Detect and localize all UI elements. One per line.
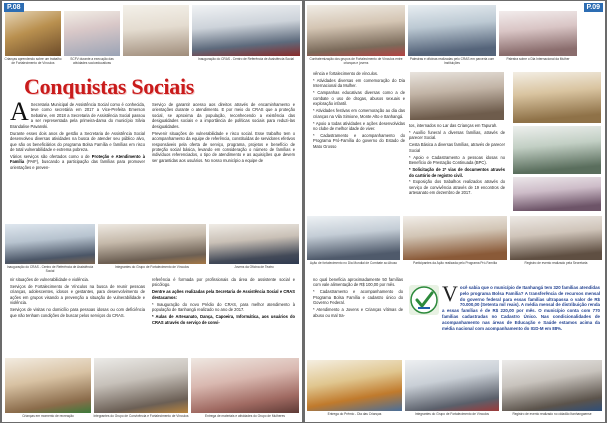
sidebar-body: ocê sabia que o município de Itanhangá tem 320 famílias atendidas pelo programa Bolsa Família? A transferência de recursos mensal do governo federal para essas famílias ultrapassa o valor de R$ 70.000,00 (Setenta mil reais). A média mensal de distribuição renda a essas famílias é de R$ 220,00 por mês. O município conta com 770 famílias cadastradas no Cadastro Único. Nas condicionalidades de acompanhamento nas áreas de Educação e Saúde estamos acima da média nacional com acompanhamento do IGD-M em 88%. xyxy=(442,285,600,331)
r-col3-item-2: * Atendimento a Jovens e Crianças vítimas de abuso ou mal tra- xyxy=(313,307,403,318)
left-column-3 xyxy=(10,277,145,359)
article-title: Conquistas Sociais xyxy=(24,74,195,99)
photo-group-standing xyxy=(191,4,301,57)
caption-l7: Crianças em momento de recreação xyxy=(22,414,74,418)
bolsa-familia-sidebar xyxy=(409,285,603,357)
paif-highlight: Proteção e Atendimento à Família xyxy=(10,153,145,165)
photo-lecture xyxy=(407,4,497,57)
photo-prize-children xyxy=(306,359,403,412)
caption-l3: Inauguração do CRAS - Centro de Referência de Assistência Social xyxy=(198,57,294,61)
magazine-spread xyxy=(2,1,605,422)
caption-r2: Palestras e oficinas realizadas pelo CRAS em parceria com Instituições xyxy=(409,57,495,65)
caption-r9: Registro de evento realizado no cidadão Itanhangaense xyxy=(512,412,592,416)
photo-pro-familia xyxy=(402,215,508,261)
right-column-3 xyxy=(313,277,403,357)
photo-right-low-side xyxy=(512,176,602,212)
photo-right-mid-side xyxy=(512,125,602,175)
sidebar-text xyxy=(442,285,600,357)
caption-l2: SCFV durante a execução das atividades socioeducativas xyxy=(70,57,114,65)
col2-paragraph-2: Prevenir situações de vulnerabilidade e risco social. Esse trabalho tem o acompanhamento da equipe de referência, constituídas de servidores efetivos responsáveis pela oferta de serviço, programa, projetos e benefício de proteção social básica, levando em consideração o número de famílias e indivíduos referenciados, o tipo de atendimento e as aquisições que devem ser garantidas aos usuários. No nosso município a equipe de xyxy=(152,130,295,163)
left-column-2 xyxy=(152,102,295,225)
caption-l9: Entrega de materiais e atividades do Grupo de Mulheres xyxy=(205,414,285,418)
r-col1-item-0: vência e fortalecimento de vínculos. xyxy=(313,71,379,76)
col2-paragraph-1: Serviço de garantir acesso aos direitos através de encaminhamento e orientações durante o atendimento. E por meio do CRAS que a proteção social, se aproxima da população, reconhecendo a existência das desigualdades sociais e a importância de políticas sociais para reduzi-las desigualdades. xyxy=(152,102,295,129)
photo-center-elders xyxy=(409,71,505,121)
page-number-left: P.08 xyxy=(4,3,24,12)
r-col1-item-2: * Campanhas educativas diversas como a de combate o uso de drogas, abusos sexuais e exploração infantil. xyxy=(313,90,405,107)
col1-paragraph-3: Vários serviços são ofertados como o de Proteção e Atendimento à Família (PAIF), buscando a participação das famílias para promover orientações e preven- xyxy=(10,153,145,170)
r-col2-item-5: * Exposição dos trabalhos realizados através do serviço de convivência através de 19 encontros de artesanato em dezembro de 2017. xyxy=(409,179,505,196)
checkmark-logo-icon xyxy=(409,285,439,315)
right-column-2 xyxy=(409,123,505,211)
intro-text: Secretaria Municipal de Assistência Social como é conhecida, teve como secretária em 2017 a Vice-Prefeita Emerson Sebatine, em 2018 a Secretaria de Assistência Social passou a ser representada pela primeira-dama do município Silvia Brandalise Pavanski. xyxy=(10,102,145,129)
left-column-4 xyxy=(152,277,295,359)
caption-l6: Jovens da Oficina de Teatro xyxy=(234,265,274,269)
caption-r1: Confraternização dos grupos de Fortalecimento de Vínculos entre crianças e jovens xyxy=(309,57,403,65)
dropcap-v: V xyxy=(442,285,458,306)
r-col3-item-0: no qual beneficia aproximadamente 50 famílias com vale alimentação de R$ 100,00 por mês. xyxy=(313,277,403,288)
photo-action-campaign xyxy=(306,215,401,261)
photo-group-cake xyxy=(122,4,190,57)
photo-youth-theater xyxy=(208,223,300,265)
photo-children-recreation xyxy=(4,357,92,414)
caption-r3: Palestra sobre o Dia Internacional da Mulher xyxy=(506,57,570,61)
photo-right-top-side xyxy=(512,71,602,124)
r-col1-item-3: * Atividades festivas em comemoração ao dia das crianças na Vila Simione, Monte Alto e Itanhangá. xyxy=(313,108,405,119)
right-page xyxy=(305,1,605,422)
col1-paragraph-2: Durante esses dois anos de gestão a Secretaria de Assistência Social desenvolveu diversas atividades na busca de atender seu público alvo, que são os beneficiários do programa Bolsa Família e famílias em risco de total vulnerabilidade e extrema pobreza. xyxy=(10,130,145,152)
photo-secretariat-event xyxy=(509,215,603,261)
col4-heading: Dentre as ações realizadas pela Secretaria de Assistência Social e CRAS destacamos: xyxy=(152,289,295,300)
r-col1-item-1: * Atividades diversas em comemoração do Dia Internacional da Mulher. xyxy=(313,77,405,89)
photo-vinculos-group xyxy=(404,359,500,412)
caption-l8: Integrantes do Grupo de Convivência e Fortalecimento de Vínculos xyxy=(93,414,189,418)
r-col2-item-3: * Apoio e Cadastramento a pessoas idosas no Benefício de Prestação Continuada (BPC). xyxy=(409,154,505,166)
r-col1-item-4: * Apoio a todas atividades e ações desenvolvidas no clube de melhor idade de viver. xyxy=(313,120,405,131)
col3-paragraph-2: Serviços de Fortalecimento de Vínculos na busca de reunir pessoas crianças, adolescentes, idosos e gestantes, para desenvolvimento de ações em grupos visando a prevenção a situação de vulnerabilidade e violência. xyxy=(10,283,145,306)
r-col2-item-4: * Solicitação de 2ª vias de documentos através do cartório de registro civil. xyxy=(409,167,505,178)
caption-r7: Entrega do Prêmio - Dia das Crianças xyxy=(327,412,382,416)
caption-r5: Participantes da Ação realizada pelo Programa Pró-Família xyxy=(413,261,497,265)
r-col1-item-5: * Cadastramento e acompanhamento do Programa Pró-Família do governo do Estado de Mato Grosso xyxy=(313,132,405,149)
photo-women-day xyxy=(498,10,578,57)
caption-r8: Integrantes do Grupo de Fortalecimento de Vínculos xyxy=(414,412,490,416)
caption-l1: Crianças aprendendo sobre um trabalho de Fortalecimento de Vínculos xyxy=(4,57,62,65)
page-number-right: P.09 xyxy=(584,3,604,12)
col3-paragraph-1: nir situações de vulnerabilidade e violência. xyxy=(10,277,89,282)
left-column-1 xyxy=(10,102,145,225)
r-col3-item-1: * Cadastramento e acompanhamento do Programa Bolsa Família e cadastro único do Governo Federal. xyxy=(313,289,403,306)
photo-women-group xyxy=(190,357,300,414)
dropcap-a: A xyxy=(10,102,29,126)
col4-bullet-1: * Inauguração do novo Prédio do CRAS, para melhor atendimento à população de Itanhangá realizado no ano de 2017. xyxy=(152,301,295,313)
photo-children-class xyxy=(4,10,62,57)
photo-citizen-event xyxy=(501,359,603,412)
left-page xyxy=(2,1,302,422)
r-col2-item-2: Cesta Básica a diversas famílias, através de parecer Social xyxy=(409,142,505,153)
caption-r6: Registro de evento realizado pela Secretaria xyxy=(524,261,588,265)
col4-paragraph-1: referência é formada por profissionais da área de assistente social e psicólogo. xyxy=(152,277,295,288)
photo-activity-table xyxy=(63,10,121,57)
bolsa-familia-logo xyxy=(409,285,439,315)
col3-paragraph-3: Serviços de visitas no domicílio para pessoas idosas ou com deficiência que não tenham condições de buscar pelos serviços do CRAS. xyxy=(10,307,145,318)
photo-cras-inauguration xyxy=(4,223,96,265)
r-col2-item-1: * Auxílio funeral a diversas famílias, através de parecer Social. xyxy=(409,129,505,141)
r-col2-item-0: tos, internados no Lar das Crianças em Tapurah. xyxy=(409,123,498,128)
photo-group-hall xyxy=(97,223,207,265)
col4-bullet-2: * Aulas de Artesanato, Dança, Capoeira, Informática, aos usuários do CRAS através do serviço de convi- xyxy=(152,314,295,325)
caption-r4: Ação de fortalecimento no Dia Mundial de Combate ao Abuso xyxy=(309,261,398,265)
photo-celebration-group xyxy=(306,4,406,57)
photo-group-convivencia xyxy=(93,357,189,414)
caption-l4: Inauguração do CRAS - Centro de Referência de Assistência Social xyxy=(6,265,94,273)
right-column-1 xyxy=(313,71,405,214)
caption-l5: Integrantes do Grupo de Fortalecimento de Vínculos xyxy=(114,265,190,269)
